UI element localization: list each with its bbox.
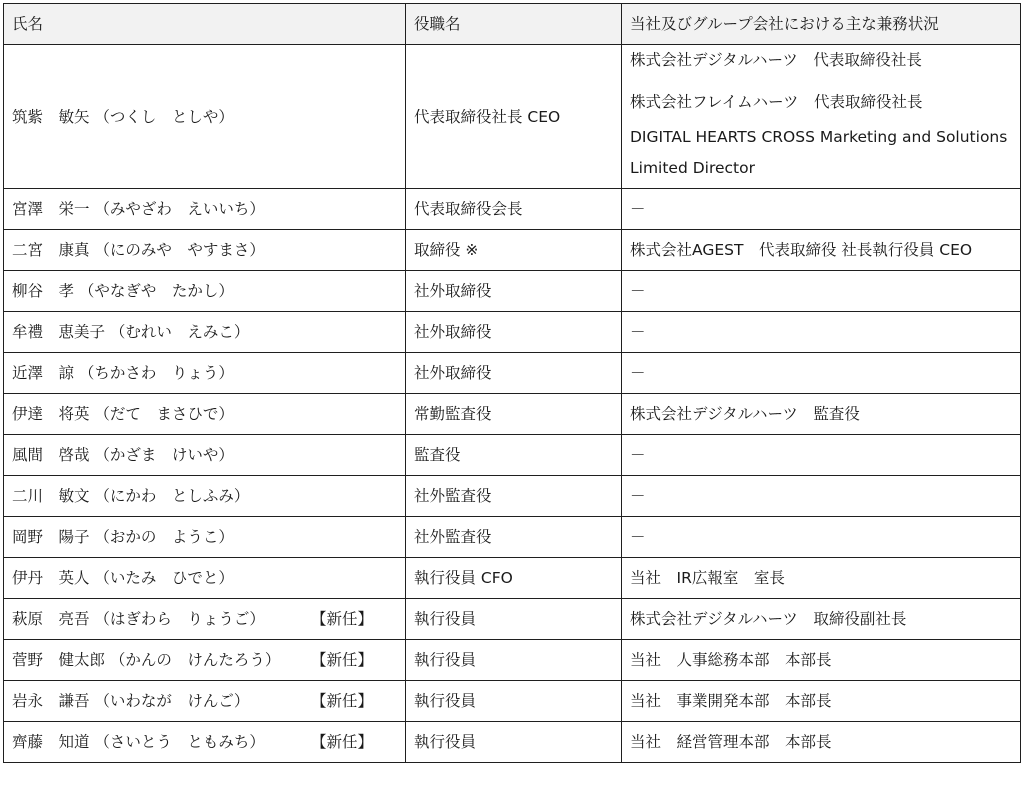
officer-title: 執行役員	[406, 722, 622, 763]
officer-duties: 当社 経営管理本部 本部長	[622, 722, 1021, 763]
officer-title: 執行役員	[406, 640, 622, 681]
table-row	[4, 312, 1021, 353]
officer-duties: －	[622, 189, 1021, 230]
duty-line: 株式会社フレイムハーツ 代表取締役社長	[630, 92, 923, 111]
table-row	[4, 681, 1021, 722]
officer-title: 代表取締役会長	[406, 189, 622, 230]
table-row	[4, 189, 1021, 230]
officer-title: 常勤監査役	[406, 394, 622, 435]
officer-name: 筑紫 敏矢 （つくし としや）	[4, 45, 406, 189]
table-row	[4, 640, 1021, 681]
officer-duties	[622, 45, 1021, 189]
officer-name: 二宮 康真 （にのみや やすまさ）	[4, 230, 406, 271]
officer-name: 風間 啓哉 （かざま けいや）	[4, 435, 406, 476]
officer-name-cell	[4, 681, 406, 722]
table-row	[4, 476, 1021, 517]
new-appointment-tag: 【新任】	[311, 692, 374, 710]
officer-duties: －	[622, 517, 1021, 558]
table-row	[4, 517, 1021, 558]
officer-name: 牟禮 恵美子 （むれい えみこ）	[4, 312, 406, 353]
officer-title: 執行役員 CFO	[406, 558, 622, 599]
table-row	[4, 558, 1021, 599]
officer-name: 伊丹 英人 （いたみ ひでと）	[4, 558, 406, 599]
officer-duties: 当社 事業開発本部 本部長	[622, 681, 1021, 722]
officer-name-cell	[4, 599, 406, 640]
header-title: 役職名	[406, 4, 622, 45]
officer-name: 岩永 謙吾 （いわなが けんご）	[12, 692, 250, 710]
officer-duties: 当社 IR広報室 室長	[622, 558, 1021, 599]
officer-duties: 当社 人事総務本部 本部長	[622, 640, 1021, 681]
officer-title: 執行役員	[406, 599, 622, 640]
officer-duties: 株式会社AGEST 代表取締役 社長執行役員 CEO	[622, 230, 1021, 271]
table-row	[4, 353, 1021, 394]
header-row	[4, 4, 1021, 45]
officer-name-cell	[4, 640, 406, 681]
table-row	[4, 394, 1021, 435]
table-row	[4, 45, 1021, 189]
header-duties: 当社及びグループ会社における主な兼務状況	[622, 4, 1021, 45]
officer-title: 執行役員	[406, 681, 622, 722]
officer-title: 社外監査役	[406, 476, 622, 517]
officer-title: 社外監査役	[406, 517, 622, 558]
officer-name: 齊藤 知道 （さいとう ともみち）	[12, 733, 265, 751]
table-row	[4, 271, 1021, 312]
duty-line: 株式会社デジタルハーツ 代表取締役社長	[630, 50, 922, 69]
officer-title: 社外取締役	[406, 312, 622, 353]
officer-name: 二川 敏文 （にかわ としふみ）	[4, 476, 406, 517]
officer-name: 柳谷 孝 （やなぎや たかし）	[4, 271, 406, 312]
table-row	[4, 435, 1021, 476]
officer-title: 取締役 ※	[406, 230, 622, 271]
table-row	[4, 230, 1021, 271]
header-name: 氏名	[4, 4, 406, 45]
table-row	[4, 722, 1021, 763]
new-appointment-tag: 【新任】	[311, 733, 374, 751]
officer-name: 菅野 健太郎 （かんの けんたろう）	[12, 651, 281, 669]
officer-duties: －	[622, 271, 1021, 312]
officer-title: 代表取締役社長 CEO	[406, 45, 622, 189]
officer-title: 社外取締役	[406, 353, 622, 394]
officer-name: 近澤 諒 （ちかさわ りょう）	[4, 353, 406, 394]
officer-duties: －	[622, 435, 1021, 476]
officers-table	[3, 3, 1021, 763]
duty-line: DIGITAL HEARTS CROSS Marketing and Solutions Limited Director	[630, 127, 1008, 177]
new-appointment-tag: 【新任】	[311, 651, 374, 669]
officer-name: 萩原 亮吾 （はぎわら りょうご）	[12, 610, 265, 628]
officer-name: 岡野 陽子 （おかの ようこ）	[4, 517, 406, 558]
officer-title: 社外取締役	[406, 271, 622, 312]
officer-duties: －	[622, 353, 1021, 394]
officer-duties: 株式会社デジタルハーツ 取締役副社長	[622, 599, 1021, 640]
officer-duties: －	[622, 476, 1021, 517]
table-row	[4, 599, 1021, 640]
new-appointment-tag: 【新任】	[311, 610, 374, 628]
officer-name: 宮澤 栄一 （みやざわ えいいち）	[4, 189, 406, 230]
officer-duties: －	[622, 312, 1021, 353]
officer-name: 伊達 将英 （だて まさひで）	[4, 394, 406, 435]
officer-duties: 株式会社デジタルハーツ 監査役	[622, 394, 1021, 435]
officer-title: 監査役	[406, 435, 622, 476]
officer-name-cell	[4, 722, 406, 763]
